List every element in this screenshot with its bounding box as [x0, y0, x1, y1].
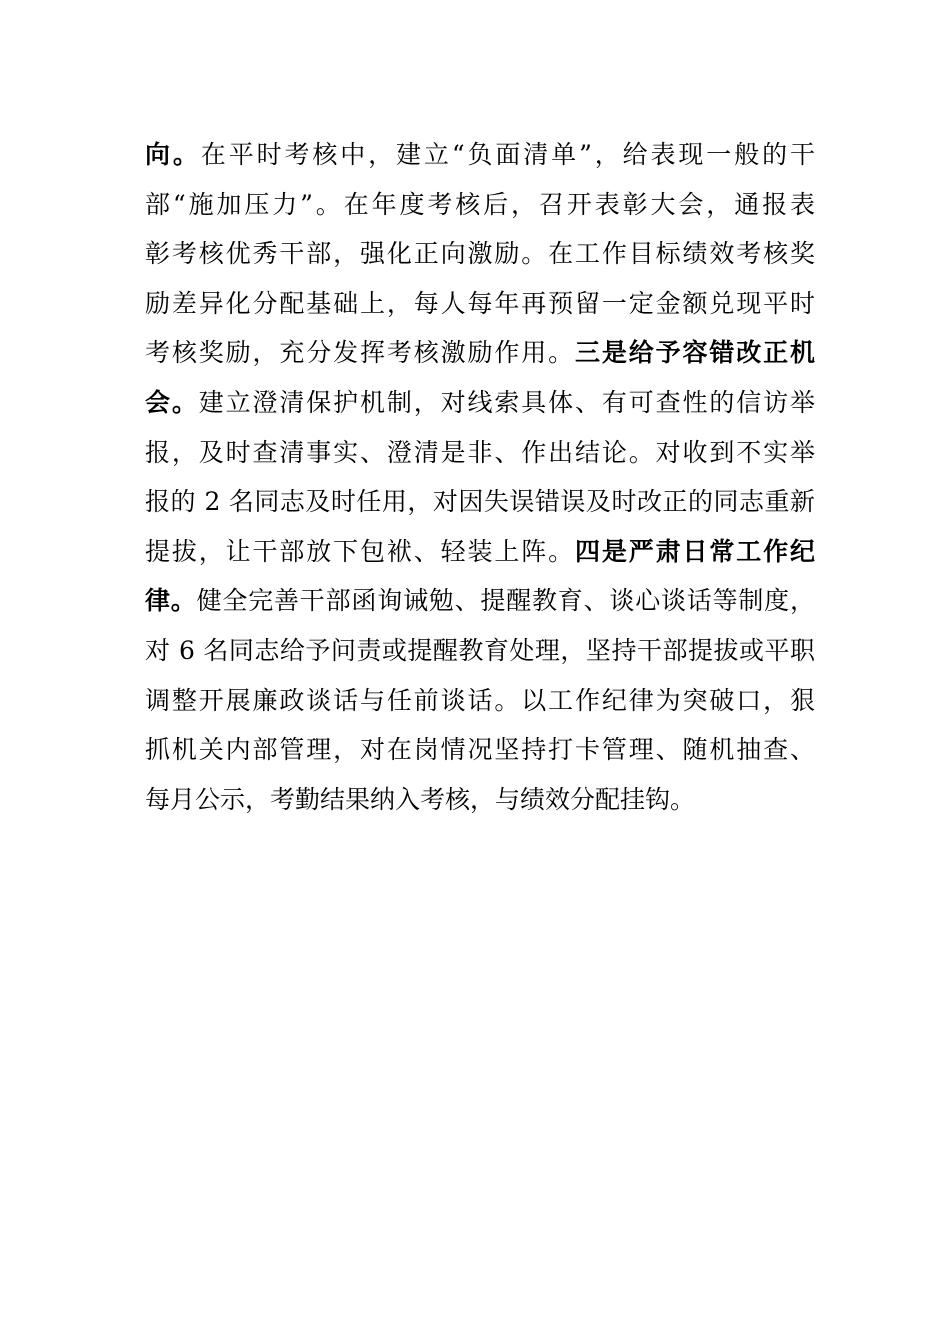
bold-heading-fragment: 三是给予容错改正机	[574, 338, 815, 368]
text-fragment: 励差异化分配基础上，每人每年再预留一定金额兑现平时	[145, 288, 815, 318]
bold-heading-fragment: 会。	[145, 387, 199, 417]
text-line	[145, 229, 815, 279]
text-line	[145, 130, 815, 180]
text-fragment: 建立澄清保护机制，对线索具体、有可查性的信访举	[198, 387, 815, 417]
text-fragment: 报的 2 名同志及时任用，对因失误错误及时改正的同志重新	[145, 487, 815, 517]
bold-heading-fragment: 律。	[145, 586, 197, 616]
text-fragment: 在平时考核中，建立“负面清单”，给表现一般的干	[200, 140, 815, 169]
text-line	[145, 328, 815, 378]
text-line	[145, 378, 815, 428]
text-line	[145, 527, 815, 577]
text-fragment: 部“施加压力”。在年度考核后，召开表彰大会，通报表	[145, 189, 815, 219]
text-line	[145, 180, 815, 230]
text-fragment: 考核奖励，充分发挥考核激励作用。	[145, 338, 575, 368]
text-fragment: 彰考核优秀干部，强化正向激励。在工作目标绩效考核奖	[145, 239, 815, 269]
text-line	[145, 676, 815, 726]
text-line	[145, 576, 815, 626]
body-paragraph	[145, 130, 815, 824]
text-fragment: 报，及时查清事实、澄清是非、作出结论。对收到不实举	[145, 437, 815, 467]
text-line	[145, 775, 815, 825]
text-fragment: 提拔，让干部放下包袱、轻装上阵。	[145, 536, 575, 566]
text-fragment: 调整开展廉政谈话与任前谈话。以工作纪律为突破口，狠	[145, 685, 815, 715]
text-line	[145, 279, 815, 329]
text-fragment: 健全完善干部函询诫勉、提醒教育、谈心谈话等制度，	[196, 586, 815, 616]
bold-heading-fragment: 四是严肃日常工作纪	[574, 536, 815, 566]
text-line	[145, 477, 815, 527]
text-fragment: 抓机关内部管理，对在岗情况坚持打卡管理、随机抽查、	[145, 735, 815, 765]
text-line	[145, 626, 815, 676]
text-fragment: 对 6 名同志给予问责或提醒教育处理，坚持干部提拔或平职	[145, 635, 815, 665]
text-fragment: 每月公示，考勤结果纳入考核，与绩效分配挂钩。	[145, 784, 696, 814]
text-line	[145, 428, 815, 478]
bold-heading-fragment: 向。	[145, 140, 201, 169]
text-line	[145, 725, 815, 775]
